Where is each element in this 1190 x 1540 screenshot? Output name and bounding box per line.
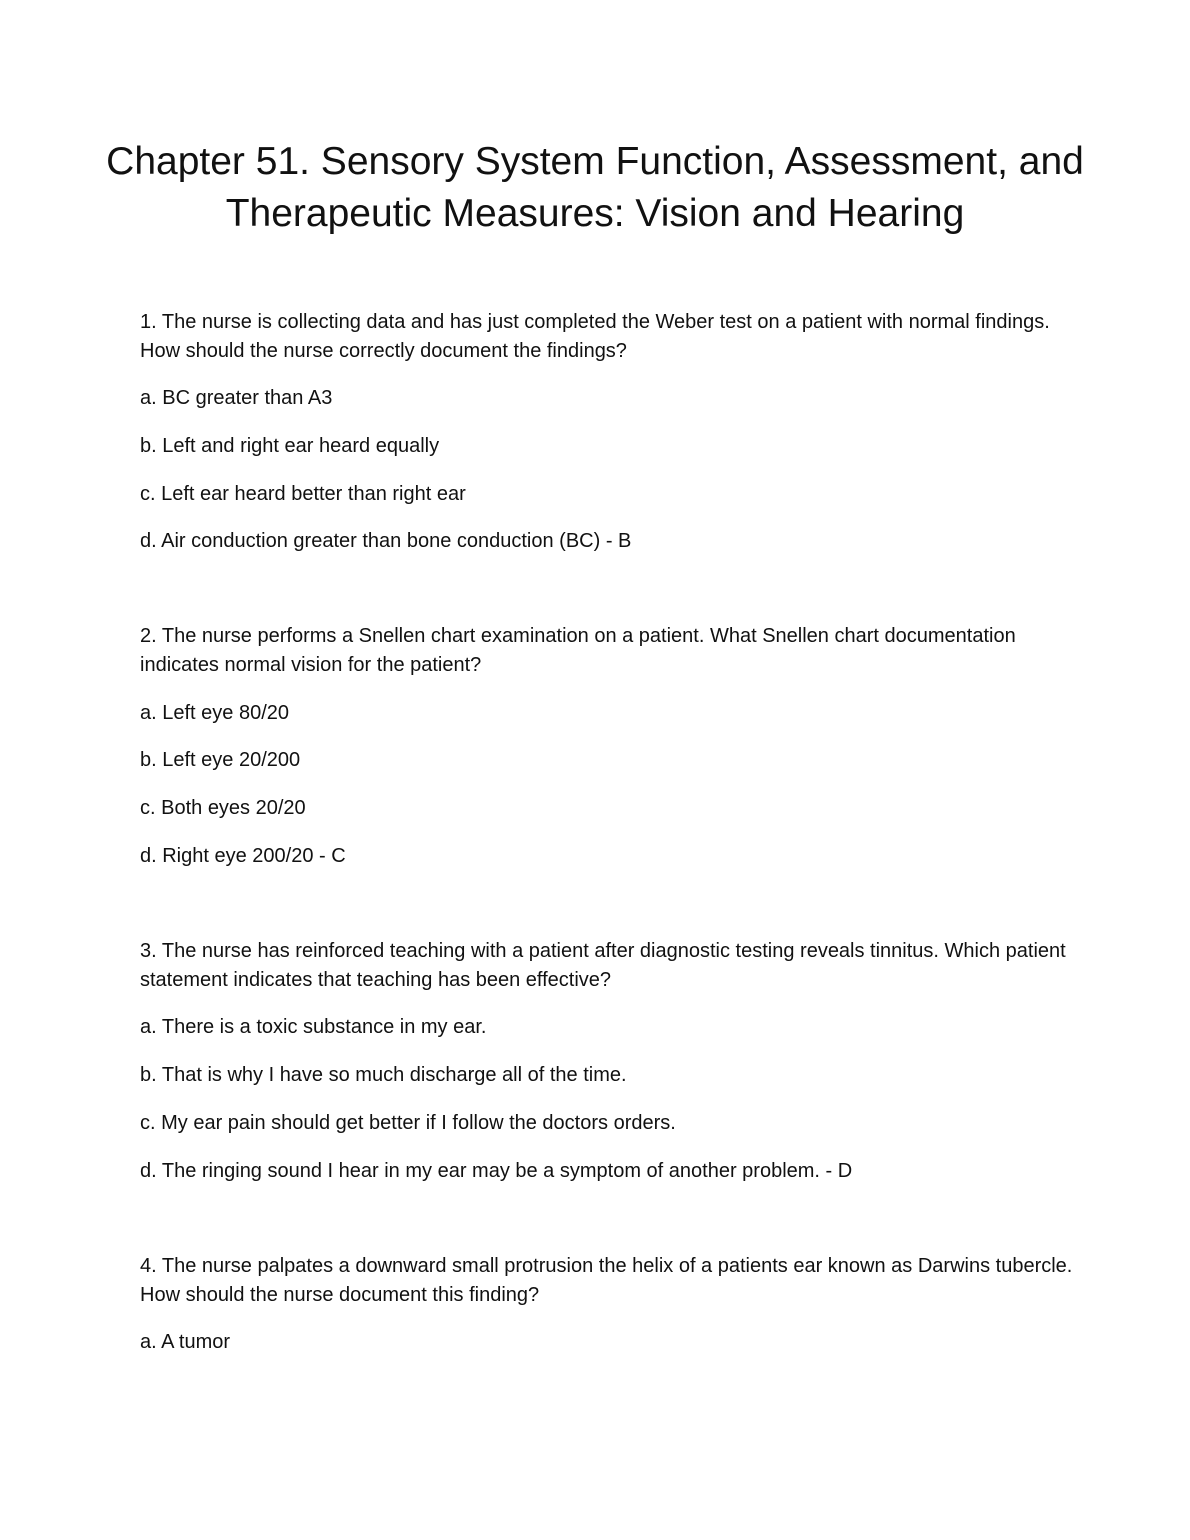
question-3-option-b: b. That is why I have so much discharge all of the time. — [140, 1064, 627, 1086]
question-3-option-c: c. My ear pain should get better if I follow the doctors orders. — [140, 1112, 676, 1134]
question-4-stem: 4. The nurse palpates a downward small protrusion the helix of a patients ear known as Darwins tubercle. How should the nurse document this finding? — [140, 1255, 1073, 1306]
question-1-option-c: c. Left ear heard better than right ear — [140, 483, 466, 505]
question-3-option-a: a. There is a toxic substance in my ear. — [140, 1016, 487, 1038]
question-3-option-d: d. The ringing sound I hear in my ear may be a symptom of another problem. - D — [140, 1160, 853, 1182]
question-2-option-b: b. Left eye 20/200 — [140, 749, 301, 771]
chapter-title: Chapter 51. Sensory System Function, Assessment, and Therapeutic Measures: Vision and Hearing — [106, 140, 1084, 235]
question-1-option-d: d. Air conduction greater than bone conduction (BC) - B — [140, 530, 632, 552]
question-1-stem: 1. The nurse is collecting data and has just completed the Weber test on a patient with normal findings. How should the nurse correctly document the findings? — [140, 311, 1050, 362]
question-2-option-c: c. Both eyes 20/20 — [140, 797, 306, 819]
question-1-option-b: b. Left and right ear heard equally — [140, 435, 440, 457]
question-2-stem: 2. The nurse performs a Snellen chart examination on a patient. What Snellen chart documentation indicates normal vision for the patient? — [140, 625, 1016, 676]
question-4-option-a: a. A tumor — [140, 1331, 231, 1353]
question-1-option-a: a. BC greater than A3 — [140, 387, 333, 409]
question-2-option-a: a. Left eye 80/20 — [140, 702, 290, 724]
question-2-option-d: d. Right eye 200/20 - C — [140, 845, 346, 867]
question-3-stem: 3. The nurse has reinforced teaching with a patient after diagnostic testing reveals tinnitus. Which patient statement indicates that teaching has been effective? — [140, 940, 1066, 991]
